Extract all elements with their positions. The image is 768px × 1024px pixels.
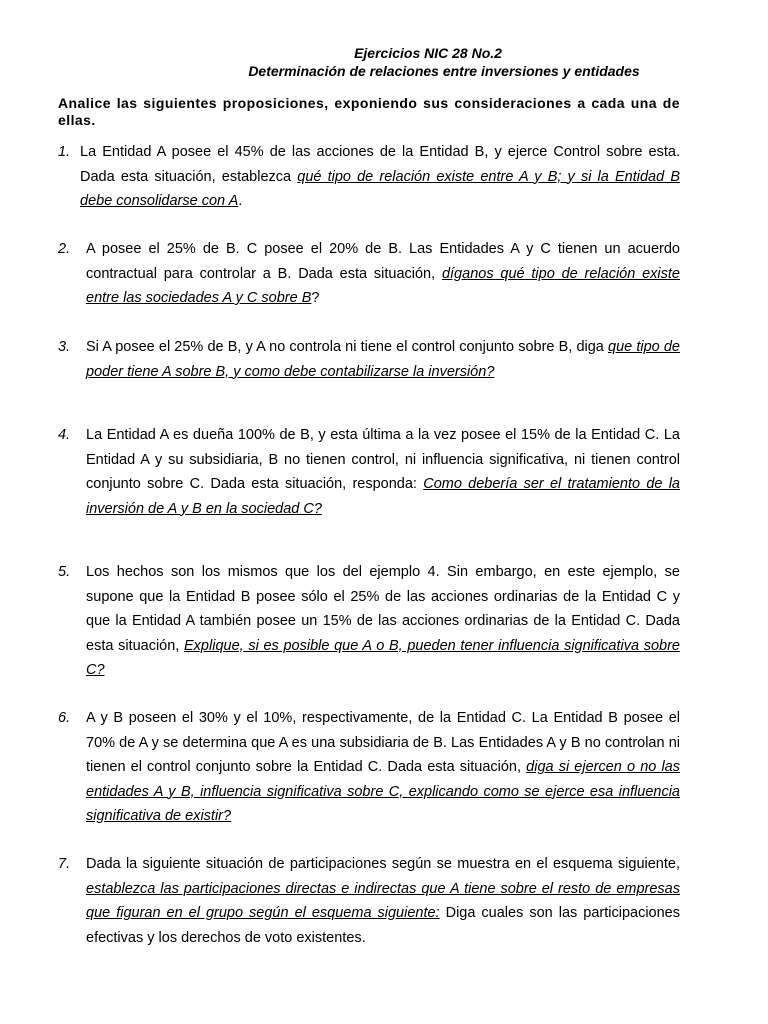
exercise-number: 7.	[58, 856, 71, 872]
document-subtitle: Determinación de relaciones entre inversiones y entidades	[248, 63, 640, 79]
exercise-text	[80, 140, 680, 214]
document-title: Ejercicios NIC 28 No.2	[354, 45, 502, 61]
exercise-question: que tipo de poder tiene A sobre B, y como debe contabilizarse la inversión?	[86, 339, 680, 380]
exercise-text	[86, 237, 680, 311]
exercise-text	[86, 852, 680, 950]
exercise-question: Explique, si es posible que A o B, pueden tener influencia significativa sobre C?	[86, 637, 680, 678]
exercise-statement: La Entidad A es dueña 100% de B, y esta última a la vez posee el 15% de la Entidad C. La Entidad A y su subsidiaria, B no tienen control, ni influencia significativa, ni tienen control conjunto sobre C. Dada esta situación, responda:	[86, 427, 680, 492]
exercise-text	[86, 423, 680, 521]
exercise-number: 1.	[58, 144, 71, 160]
exercise-text	[86, 560, 680, 683]
exercise-text	[86, 335, 680, 384]
exercise-item	[58, 852, 680, 950]
exercise-item	[58, 560, 680, 683]
exercise-item	[58, 423, 680, 521]
exercise-number: 3.	[58, 339, 71, 355]
exercise-question: diga si ejercen o no las entidades A y B, influencia significativa sobre C, explicando como se ejerce esa influencia significativa de existir?	[86, 759, 680, 824]
exercise-question: Como debería ser el tratamiento de la inversión de A y B en la sociedad C?	[86, 476, 680, 517]
instructions: Analice las siguientes proposiciones, exponiendo sus consideraciones a cada una de ellas.	[58, 95, 680, 128]
exercise-item	[58, 140, 680, 214]
exercise-statement: Si A posee el 25% de B, y A no controla ni tiene el control conjunto sobre B, diga	[86, 339, 609, 355]
exercise-item	[58, 335, 680, 384]
exercise-statement: La Entidad A posee el 45% de las acciones de la Entidad B, y ejerce Control sobre esta. Dada esta situación, establezca	[80, 144, 680, 185]
exercise-question: establezca las participaciones directas e indirectas que A tiene sobre el resto de empresas que figuran en el grupo según el esquema siguiente:	[86, 880, 680, 921]
exercise-item	[58, 237, 680, 311]
exercise-statement: Dada la siguiente situación de participaciones según se muestra en el esquema siguiente,	[86, 856, 680, 872]
exercise-question: qué tipo de relación existe entre A y B; y si la Entidad B debe consolidarse con A	[80, 168, 680, 209]
exercise-tail: Diga cuales son las participaciones efectivas y los derechos de voto existentes.	[86, 905, 680, 946]
exercise-number: 4.	[58, 427, 71, 443]
exercise-text	[86, 706, 680, 829]
exercise-statement: A y B poseen el 30% y el 10%, respectivamente, de la Entidad C. La Entidad B posee el 70% de A y se determina que A es una subsidiaria de B. Las Entidades A y B no controlan ni tienen el control conjunto sobre la Entidad C. Dada esta situación,	[86, 710, 680, 775]
exercise-number: 2.	[58, 241, 71, 257]
exercise-statement: Los hechos son los mismos que los del ejemplo 4. Sin embargo, en este ejemplo, se supone que la Entidad B posee sólo el 25% de las acciones ordinarias de la Entidad C y que la Entidad A también posee un 15% de las acciones ordinarias de la Entidad C. Dada esta situación,	[86, 564, 680, 654]
exercise-tail: ?	[311, 290, 320, 306]
exercise-statement: A posee el 25% de B. C posee el 20% de B. Las Entidades A y C tienen un acuerdo contractual para controlar a B. Dada esta situación,	[86, 241, 680, 282]
exercise-number: 6.	[58, 710, 71, 726]
exercise-item	[58, 706, 680, 829]
exercise-tail: .	[238, 193, 243, 209]
exercise-number: 5.	[58, 564, 71, 580]
exercise-question: díganos qué tipo de relación existe entre las sociedades A y C sobre B	[86, 265, 680, 306]
